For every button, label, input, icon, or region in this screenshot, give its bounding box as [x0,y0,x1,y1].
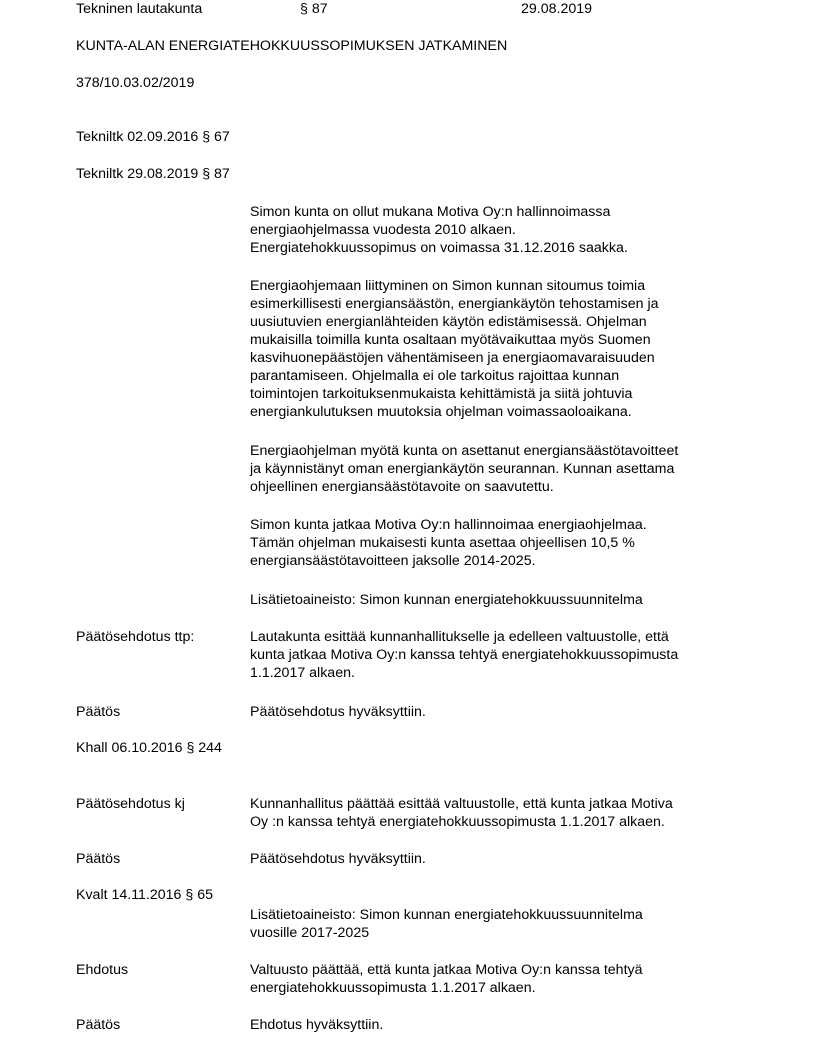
kvalt-reference: Kvalt 14.11.2016 § 65 [76,887,213,903]
diary-reference: 378/10.03.02/2019 [76,75,195,91]
khall-reference: Khall 06.10.2016 § 244 [76,740,222,756]
proposal-label: Päätösehdotus kj [76,796,185,812]
decision-label: Päätös [76,1017,121,1033]
decision-label: Päätös [76,704,121,720]
history-entry: Tekniltk 02.09.2016 § 67 [76,129,230,145]
header-date: 29.08.2019 [521,1,593,17]
document-title: KUNTA-ALAN ENERGIATEHOKKUUSSOPIMUKSEN JATKAMINEN [76,38,508,54]
header-org: Tekninen lautakunta [76,1,203,17]
decision-label: Päätös [76,851,121,867]
proposal-label: Ehdotus [76,962,129,978]
header-section: § 87 [300,1,328,17]
history-entry: Tekniltk 29.08.2019 § 87 [76,166,230,182]
proposal-label: Päätösehdotus ttp: [76,629,195,645]
